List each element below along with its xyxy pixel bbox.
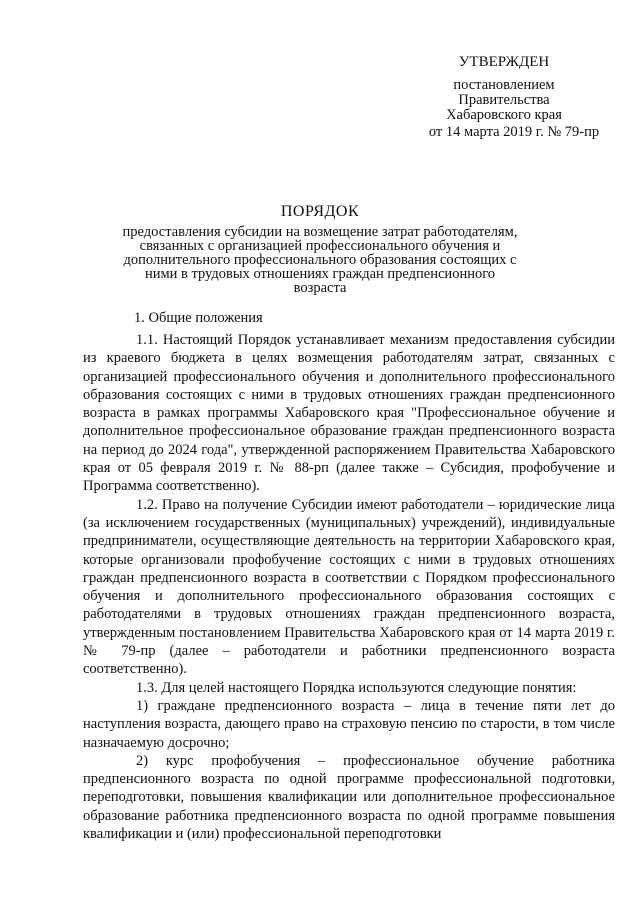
section-heading: 1. Общие положения: [134, 310, 263, 326]
approval-line-3: Хабаровского края: [446, 107, 562, 123]
approval-line-2: Правительства: [458, 92, 550, 108]
definition-2: 2) курс профобучения – профессиональное обучение работника предпенсионного возраста по одной программе профессиональной подготовки, переподготовки, повышения квалификации или дополнительное профессиональное образование работника предпенсионного возраста по одной программе повышения квалификации и (или) профессиональной переподготовки: [83, 752, 615, 843]
document-title: ПОРЯДОК: [280, 203, 360, 220]
document-subtitle: предоставления субсидии на возмещение затрат работодателям, связанных с организацией профессионального обучения и дополнительного профессионального образования состоящих с ними в трудовых отношениях граждан предпенсионного возраста: [122, 224, 518, 296]
paragraph-1-2: 1.2. Право на получение Субсидии имеют работодатели – юридические лица (за исключением государственных (муниципальных) учреждений), индивидуальные предприниматели, осуществляющие деятельность на территории Хабаровского края, которые организовали профобучение состоящих с ними в трудовых отношениях граждан предпенсионного возраста в соответствии с Порядком профессионального обучения и дополнительного профессионального образования состоящих с работодателями в трудовых отношениях граждан предпенсионного возраста, утвержденным постановлением Правительства Хабаровского края от 14 марта 2019 г. № 79-пр (далее – работодатели и работники предпенсионного возраста соответственно).: [83, 496, 615, 678]
definition-1: 1) граждане предпенсионного возраста – лица в течение пяти лет до наступления возраста, дающего право на страховую пенсию по старости, в том числе назначаемую досрочно;: [83, 697, 615, 751]
section-body: [83, 331, 615, 843]
approval-heading: УТВЕРЖДЕН: [458, 54, 550, 70]
approval-line-4: от 14 марта 2019 г. № 79-пр: [428, 124, 600, 140]
paragraph-1-1: 1.1. Настоящий Порядок устанавливает механизм предоставления субсидии из краевого бюджета в целях возмещения работодателям затрат, связанных с организацией профессионального обучения и дополнительного профессионального образования состоящих с ними в трудовых отношениях граждан предпенсионного возраста в рамках программы Хабаровского края "Профессиональное обучение и дополнительное профессиональное образование граждан предпенсионного возраста на период до 2024 года", утвержденной распоряжением Правительства Хабаровского края от 05 февраля 2019 г. № 88-рп (далее также – Субсидия, профобучение и Программа соответственно).: [83, 332, 615, 495]
paragraph-1-3: 1.3. Для целей настоящего Порядка используются следующие понятия:: [136, 679, 577, 696]
approval-line-1: постановлением: [453, 77, 555, 93]
